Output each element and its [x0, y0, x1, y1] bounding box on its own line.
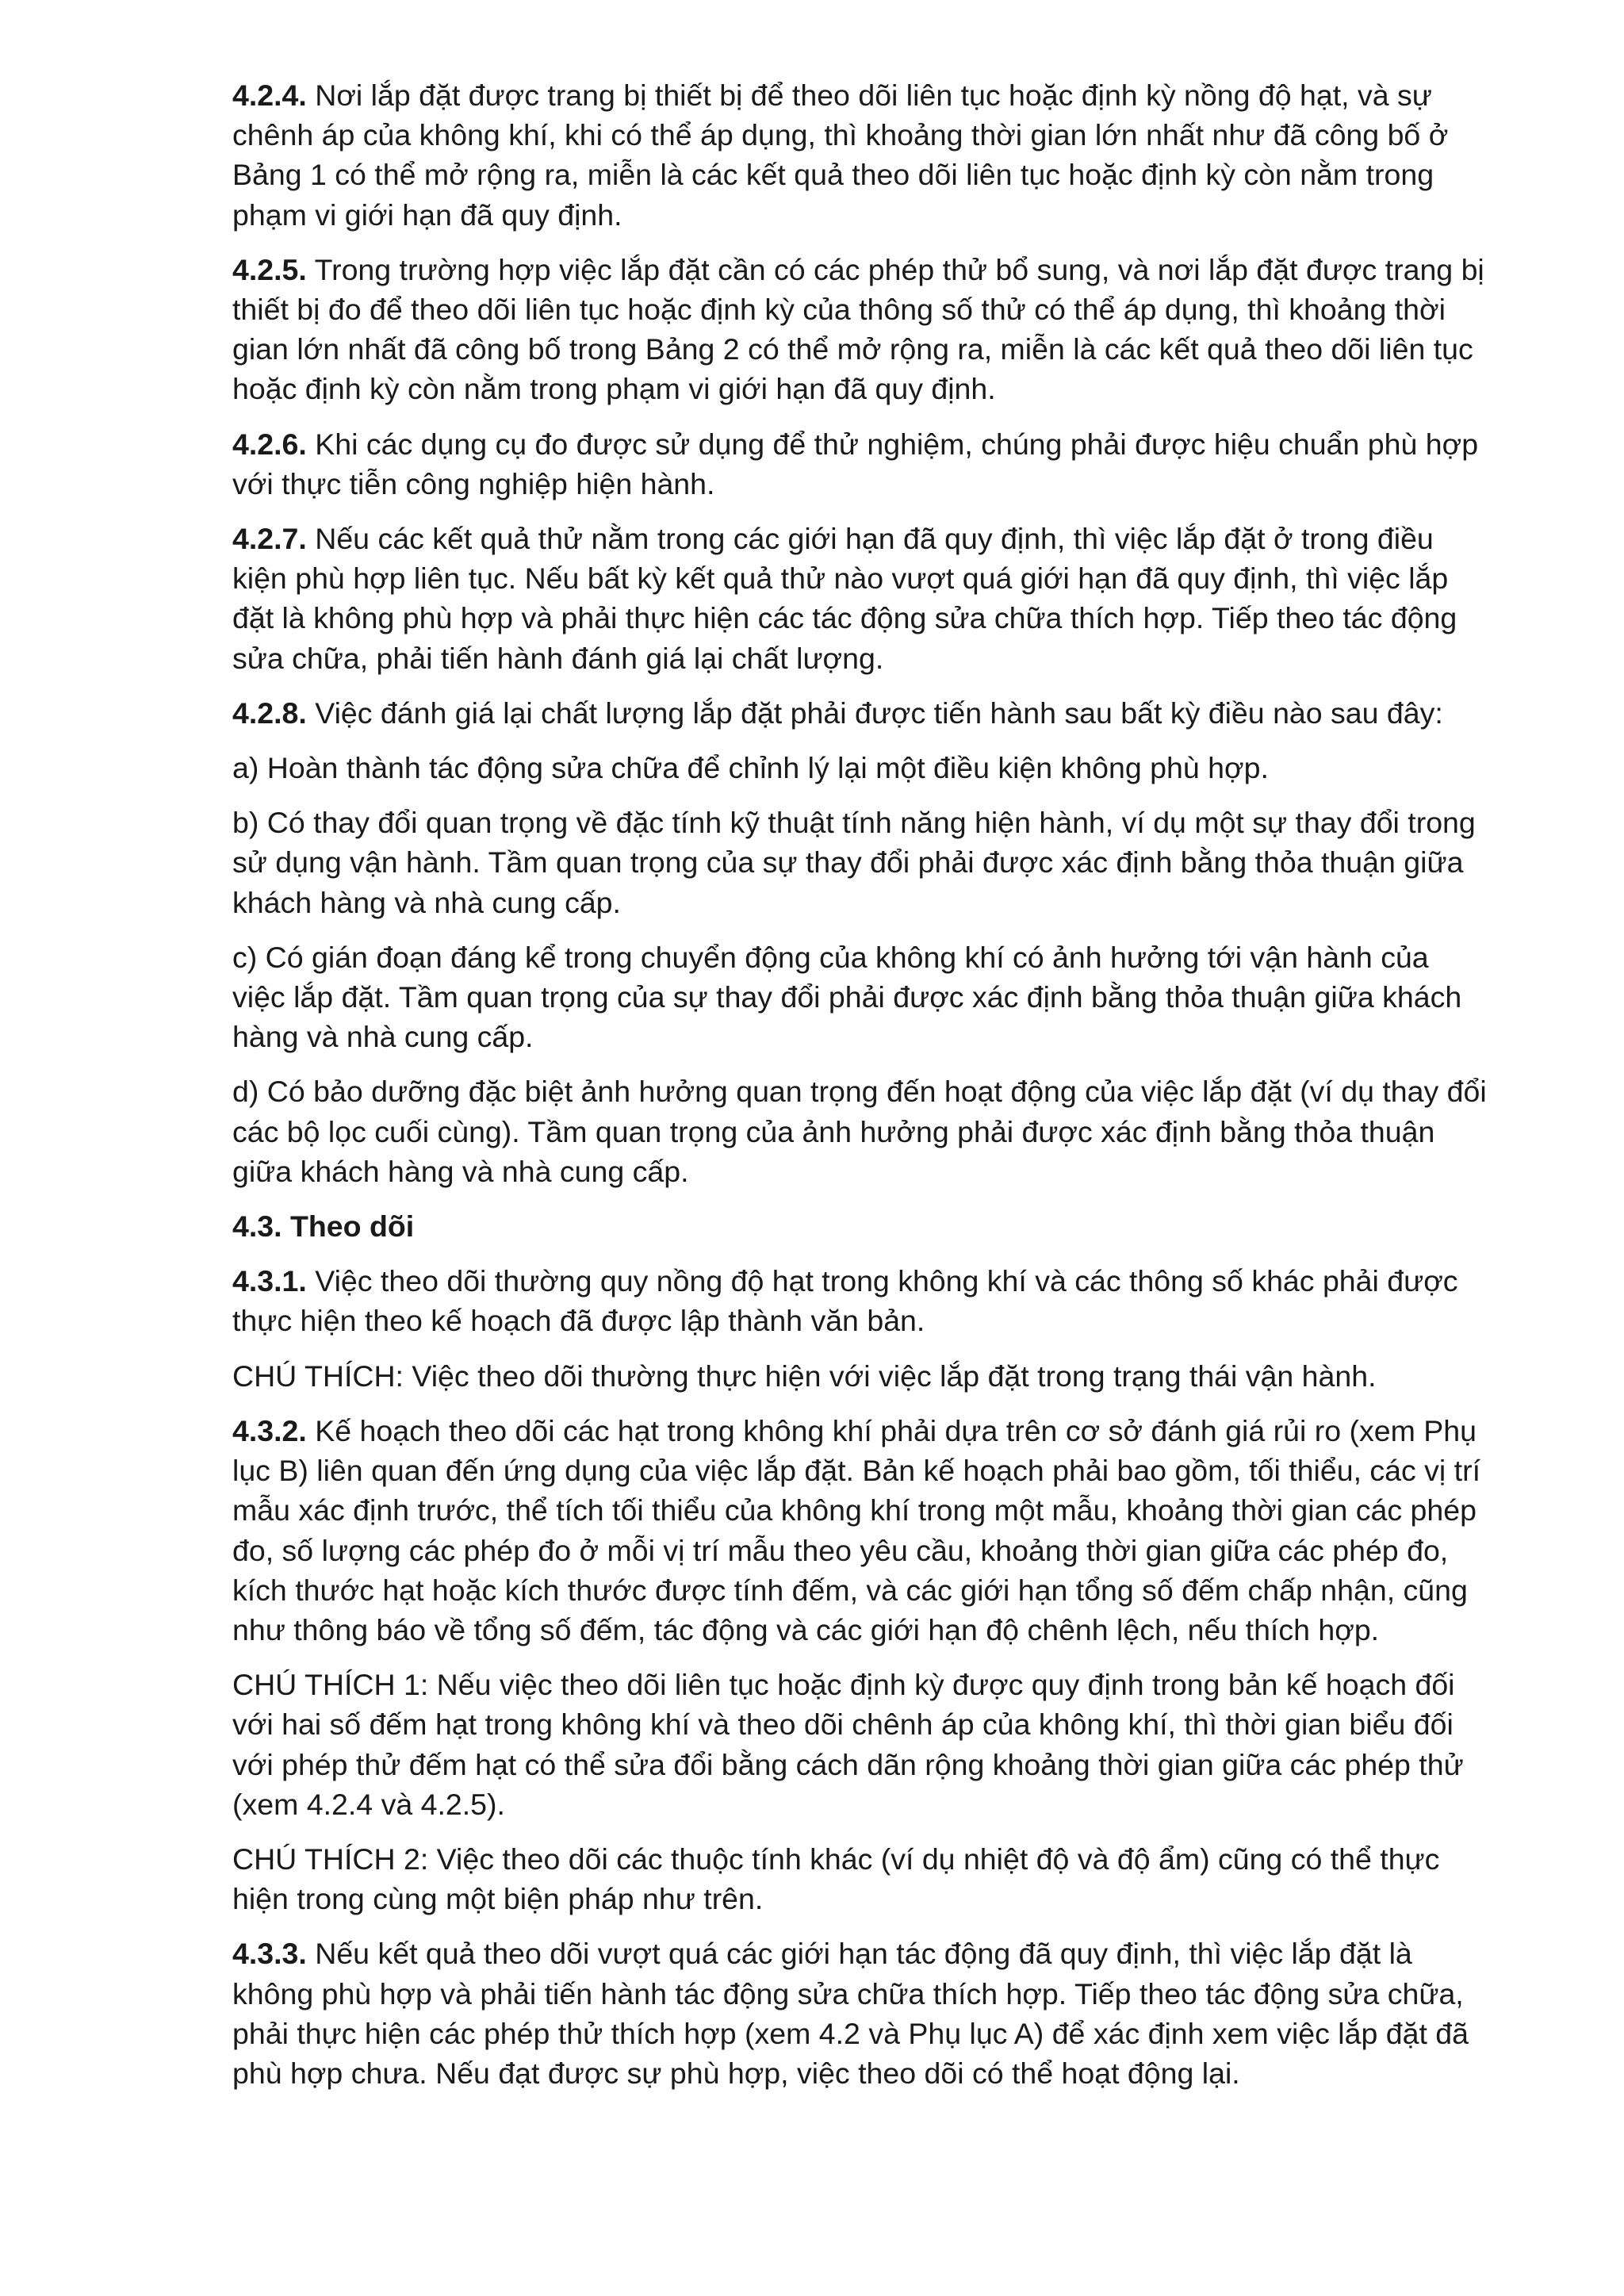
paragraph-text: a) Hoàn thành tác động sửa chữa để chỉnh lý lại một điều kiện không phù hợp.: [232, 751, 1269, 785]
paragraph: [232, 748, 1489, 788]
clause-number: 4.2.6.: [232, 427, 307, 461]
paragraph: [232, 1411, 1489, 1650]
paragraph: [232, 1934, 1489, 2093]
clause-number: 4.2.8.: [232, 696, 307, 730]
paragraph: [232, 250, 1489, 409]
clause-number: 4.2.4.: [232, 79, 307, 112]
paragraph: [232, 75, 1489, 235]
section-heading-4-3: 4.3. Theo dõi: [232, 1209, 415, 1244]
paragraph: [232, 803, 1489, 922]
document-page: [232, 75, 1489, 2108]
paragraph: [232, 1261, 1489, 1340]
paragraph-text: c) Có gián đoạn đáng kể trong chuyển động của không khí có ảnh hưởng tới vận hành của việc lắp đặt. Tầm quan trọng của sự thay đổi phải được xác định bằng thỏa thuận giữa khách hàng và nhà cung cấp.: [232, 940, 1462, 1054]
clause-number: 4.3.3.: [232, 1937, 307, 1971]
paragraph-text: d) Có bảo dưỡng đặc biệt ảnh hưởng quan trọng đến hoạt động của việc lắp đặt (ví dụ thay đổi các bộ lọc cuối cùng). Tầm quan trọng của ảnh hưởng phải được xác định bằng thỏa thuận giữa khách hàng và nhà cung cấp.: [232, 1075, 1487, 1188]
paragraph-text: Nơi lắp đặt được trang bị thiết bị để theo dõi liên tục hoặc định kỳ nồng độ hạt, và sự chênh áp của không khí, khi có thể áp dụng, thì khoảng thời gian lớn nhất như đã công bố ở Bảng 1 có thể mở rộng ra, miễn là các kết quả theo dõi liên tục hoặc định kỳ còn nằm trong phạm vi giới hạn đã quy định.: [232, 79, 1449, 232]
paragraph-text: CHÚ THÍCH 1: Nếu việc theo dõi liên tục hoặc định kỳ được quy định trong bản kế hoạch đối với hai số đếm hạt trong không khí và theo dõi chênh áp của không khí, thì thời gian biểu đối với phép thử đếm hạt có thể sửa đổi bằng cách dãn rộng khoảng thời gian giữa các phép thử (xem 4.2.4 và 4.2.5).: [232, 1668, 1464, 1821]
paragraph-text: Nếu các kết quả thử nằm trong các giới hạn đã quy định, thì việc lắp đặt ở trong điều kiện phù hợp liên tục. Nếu bất kỳ kết quả thử nào vượt quá giới hạn đã quy định, thì việc lắp đặt là không phù hợp và phải thực hiện các tác động sửa chữa thích hợp. Tiếp theo tác động sửa chữa, phải tiến hành đánh giá lại chất lượng.: [232, 522, 1457, 675]
paragraph: [232, 693, 1489, 733]
paragraph-text: Trong trường hợp việc lắp đặt cần có các phép thử bổ sung, và nơi lắp đặt được trang bị thiết bị đo để theo dõi liên tục hoặc định kỳ của thông số thử có thể áp dụng, thì khoảng thời gian lớn nhất đã công bố trong Bảng 2 có thể mở rộng ra, miễn là các kết quả theo dõi liên tục hoặc định kỳ còn nằm trong phạm vi giới hạn đã quy định.: [232, 252, 1484, 406]
paragraph-text: CHÚ THÍCH: Việc theo dõi thường thực hiện với việc lắp đặt trong trạng thái vận hành.: [232, 1359, 1377, 1393]
paragraph: [232, 1071, 1489, 1191]
clause-number: 4.2.5.: [232, 252, 307, 286]
clause-number: 4.3.2.: [232, 1413, 307, 1447]
section-4-2-clauses: [232, 75, 1489, 1191]
paragraph-text: Kế hoạch theo dõi các hạt trong không khí phải dựa trên cơ sở đánh giá rủi ro (xem Phụ lục B) liên quan đến ứng dụng của việc lắp đặt. Bản kế hoạch phải bao gồm, tối thiểu, các vị trí mẫu xác định trước, thể tích tối thiểu của không khí trong một mẫu, khoảng thời gian các phép đo, số lượng các phép đo ở mỗi vị trí mẫu theo yêu cầu, khoảng thời gian giữa các phép đo, kích thước hạt hoặc kích thước được tính đếm, và các giới hạn tổng số đếm chấp nhận, cũng như thông báo về tổng số đếm, tác động và các giới hạn độ chênh lệch, nếu thích hợp.: [232, 1413, 1481, 1646]
section-4-3-clauses: [232, 1261, 1489, 2093]
paragraph: [232, 1839, 1489, 1918]
paragraph-text: Việc đánh giá lại chất lượng lắp đặt phải được tiến hành sau bất kỳ điều nào sau đây:: [306, 696, 1443, 730]
clause-number: 4.2.7.: [232, 522, 307, 556]
paragraph-text: Việc theo dõi thường quy nồng độ hạt trong không khí và các thông số khác phải được thực hiện theo kế hoạch đã được lập thành văn bản.: [232, 1264, 1458, 1338]
paragraph-text: b) Có thay đổi quan trọng về đặc tính kỹ thuật tính năng hiện hành, ví dụ một sự thay đổi trong sử dụng vận hành. Tầm quan trọng của sự thay đổi phải được xác định bằng thỏa thuận giữa khách hàng và nhà cung cấp.: [232, 806, 1476, 919]
paragraph: [232, 519, 1489, 678]
paragraph-text: Khi các dụng cụ đo được sử dụng để thử nghiệm, chúng phải được hiệu chuẩn phù hợp với thực tiễn công nghiệp hiện hành.: [232, 427, 1479, 500]
paragraph: [232, 424, 1489, 504]
paragraph-text: Nếu kết quả theo dõi vượt quá các giới hạn tác động đã quy định, thì việc lắp đặt là không phù hợp và phải tiến hành tác động sửa chữa thích hợp. Tiếp theo tác động sửa chữa, phải thực hiện các phép thử thích hợp (xem 4.2 và Phụ lục A) để xác định xem việc lắp đặt đã phù hợp chưa. Nếu đạt được sự phù hợp, việc theo dõi có thể hoạt động lại.: [232, 1937, 1469, 2090]
paragraph: [232, 1665, 1489, 1824]
clause-number: 4.3.1.: [232, 1264, 307, 1298]
paragraph-text: CHÚ THÍCH 2: Việc theo dõi các thuộc tính khác (ví dụ nhiệt độ và độ ẩm) cũng có thể thực hiện trong cùng một biện pháp như trên.: [232, 1842, 1440, 1916]
paragraph: [232, 937, 1489, 1057]
paragraph: [232, 1356, 1489, 1396]
